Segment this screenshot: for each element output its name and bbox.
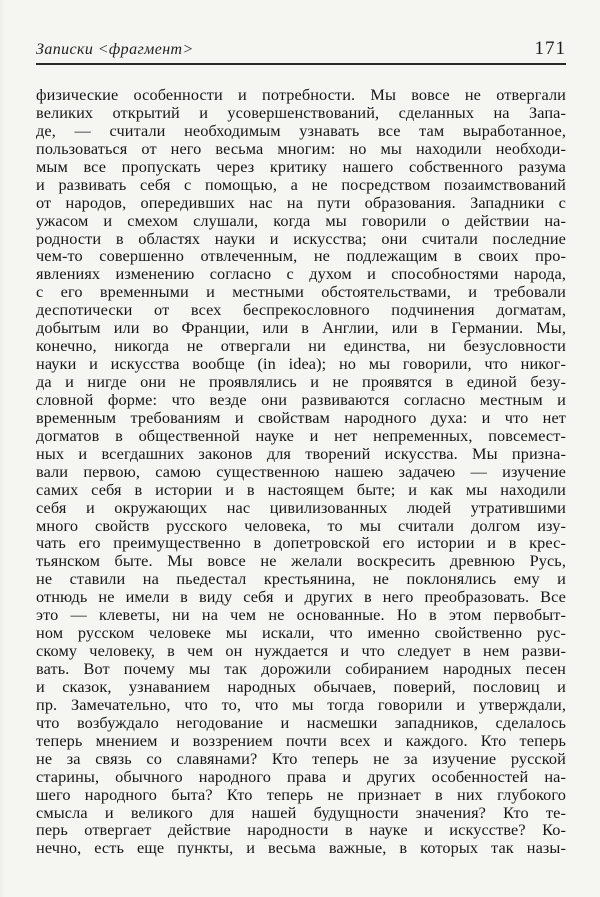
text-line: догматов в общественной науке и нет непременных, повсемест- [36, 426, 566, 445]
text-line: от народов, опередивших нас на пути образования. Западники с [36, 193, 566, 212]
text-line: пользоваться от него весьма многим: но мы находили необходи- [36, 139, 566, 158]
text-line: вали первою, самою существенною нашею задачею — изучение [36, 462, 566, 481]
text-line: родности в областях науки и искусства; они считали последние [36, 229, 566, 248]
text-line: нечно, есть еще пункты, и весьма важные, в которых так назы- [36, 839, 566, 858]
text-line: мым все пропускать через критику нашего собственного разума [36, 157, 566, 176]
text-line: конечно, никогда не отвергали ни единства, ни безусловности [36, 337, 566, 356]
text-line: пр. Замечательно, что то, что мы тогда говорили и утверждали, [36, 695, 566, 714]
text-line: теперь мнением и воззрением почти всех и каждого. Кто теперь [36, 731, 566, 750]
text-line: что возбуждало негодование и насмешки западников, сделалось [36, 713, 566, 732]
text-line: словной форме: что везде они развиваются согласно местным и [36, 390, 566, 409]
text-line: и развивать себя с помощью, а не посредством позаимствований [36, 175, 566, 194]
text-line: науки и искусства вообще (in idea); но мы говорили, что никог- [36, 355, 566, 373]
text-line: много свойств русского человека, то мы считали долгом изу- [36, 516, 566, 535]
text-line: старины, обычного народного права и других особенностей на- [36, 767, 566, 786]
text-line: отнюдь не имели в виду себя и других в него преобразовать. Все [36, 588, 566, 607]
text-line: физические особенности и потребности. Мы вовсе не отвергали [36, 86, 566, 104]
text-line: чать его преимущественно в допетровской его истории и в крес- [36, 534, 566, 553]
body-text [36, 86, 566, 857]
text-line: вать. Вот почему мы так дорожили собиранием народных песен [36, 660, 566, 678]
text-line: ных и всегдашних законов для творений искусства. Мы призна- [36, 444, 566, 463]
text-line: это — клеветы, ни на чем не основанные. Но в этом первобыт- [36, 606, 566, 625]
text-line: себя и окружающих нас цивилизованных людей утратившими [36, 498, 566, 517]
text-line: перь отвергает действие народности в науке и искусстве? Ко- [36, 821, 566, 840]
text-line: великих открытий и усовершенствований, сделанных на Запа- [36, 103, 566, 122]
text-line: тьянском быте. Мы вовсе не желали воскресить древнюю Русь, [36, 552, 566, 571]
text-line: да и нигде они не проявлялись и не проявятся в единой безу- [36, 373, 566, 391]
text-line: ужасом и смехом слушали, когда мы говорили о действии на- [36, 211, 566, 230]
text-line: временным требованиям и свойствам народного духа: и что нет [36, 408, 566, 427]
text-line: деспотически от всех беспрекословного подчинения догматам, [36, 301, 566, 320]
header-rule [36, 63, 566, 65]
text-line: не за связь со славянами? Кто теперь не за изучение русской [36, 749, 566, 768]
page-number: 171 [534, 38, 566, 59]
text-line: ном русском человеке мы искали, что именно свойственно рус- [36, 624, 566, 643]
text-line: с его временными и местными обстоятельствами, и требовали [36, 283, 566, 302]
text-line: шего народного быта? Кто теперь не признает в них глубокого [36, 785, 566, 804]
text-line: самих себя в истории и в настоящем быте; и как мы находили [36, 480, 566, 499]
text-line: не ставили на пьедестал крестьянина, не поклонялись ему и [36, 570, 566, 589]
text-line: добытым или во Франции, или в Англии, или в Германии. Мы, [36, 319, 566, 338]
text-line: де, — считали необходимым узнавать все там выработанное, [36, 121, 566, 140]
text-line: и сказок, узнаванием народных обычаев, поверий, пословиц и [36, 677, 566, 696]
text-line: явлениях изменению согласно с духом и способностями народа, [36, 265, 566, 284]
text-line: скому человеку, в чем он нуждается и что следует в нем разви- [36, 642, 566, 660]
running-head [36, 38, 566, 60]
text-line: чем-то совершенно отвлеченным, не подлежащим в своих про- [36, 247, 566, 266]
running-title: Записки <фрагмент> [36, 41, 194, 58]
text-line: смысла и великого для нашей будущности значения? Кто те- [36, 803, 566, 822]
